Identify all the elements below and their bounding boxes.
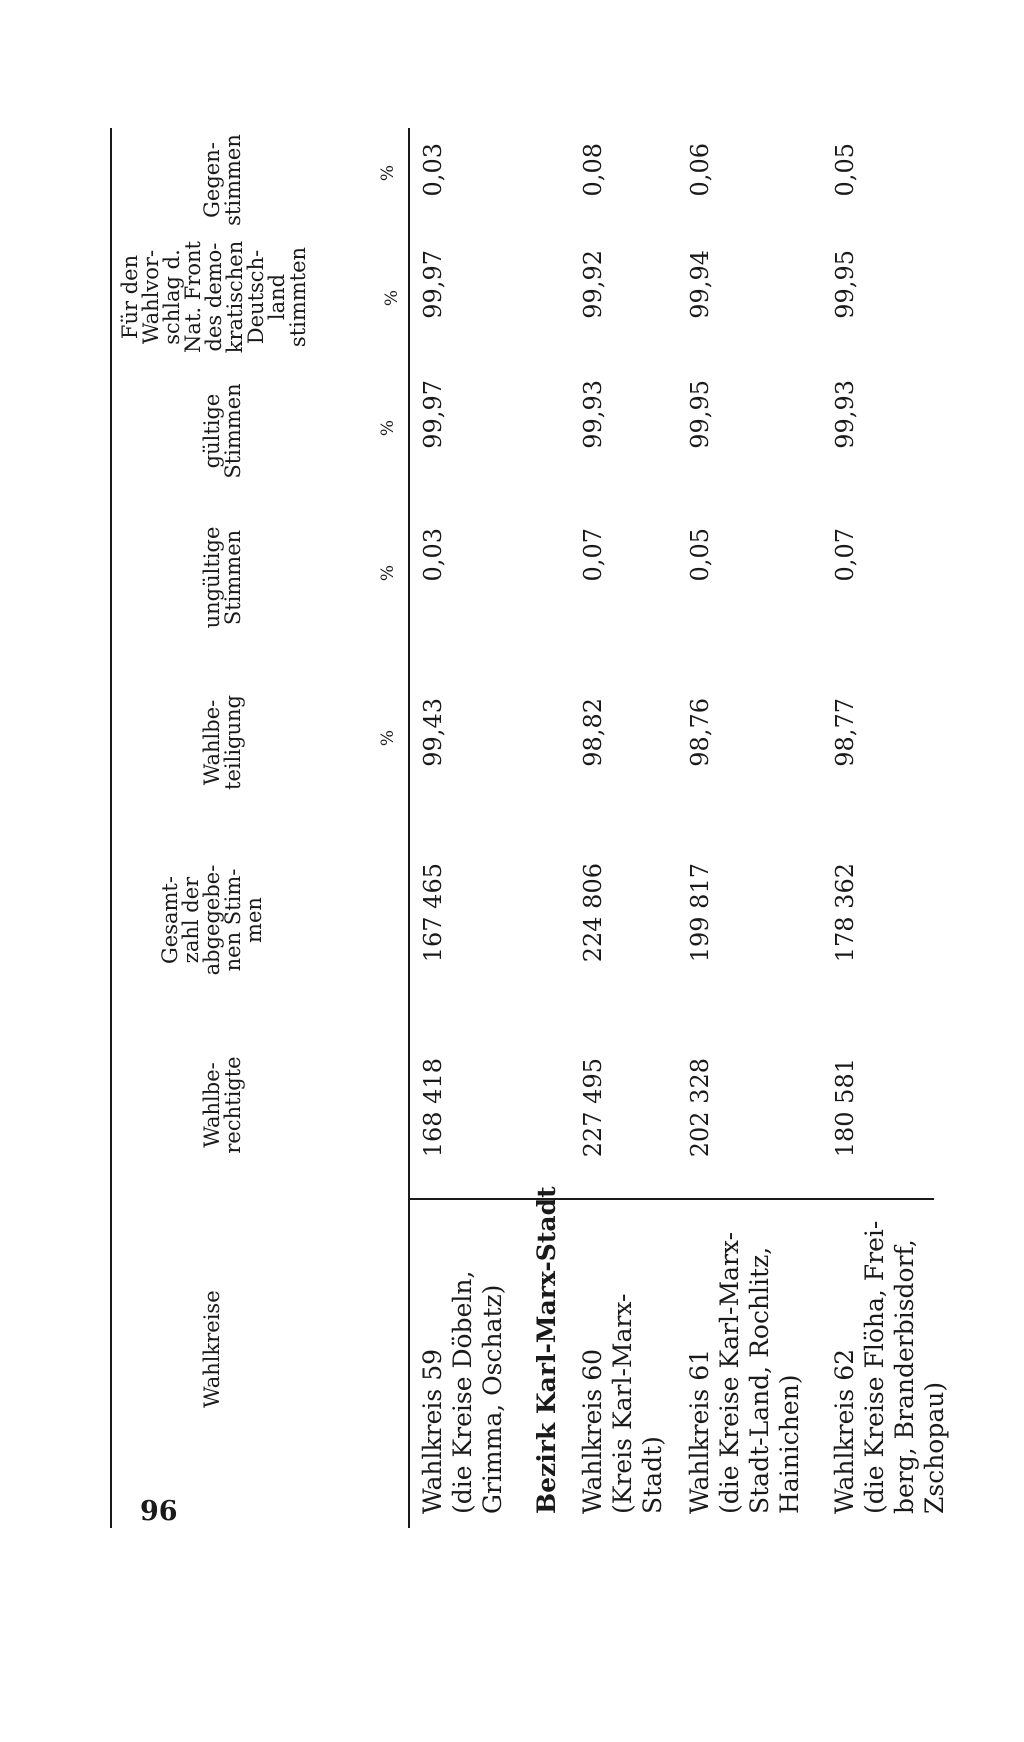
wahlkreis-description: Zschopau): [920, 1381, 949, 1514]
cell-gueltige: 99,97: [419, 380, 447, 449]
election-results-table: [110, 128, 949, 1528]
wahlkreis-name: Wahlkreis 61: [685, 1348, 714, 1514]
header-gueltige-stimmen: [202, 362, 244, 500]
cell-wahlbeteiligung: 98,76: [686, 698, 714, 767]
header-line: gültige: [200, 393, 224, 469]
cell-ungueltige: 0,05: [686, 528, 714, 582]
cell-gegenstimmen: 0,05: [831, 143, 859, 197]
header-line: stimmen: [221, 134, 245, 226]
header-line: des demo-: [202, 242, 226, 352]
header-line: stimmten: [286, 246, 310, 348]
wahlkreis-description: (die Kreise Döbeln,: [448, 1270, 477, 1514]
cell-fuer-vorschlag: 99,95: [831, 250, 859, 319]
header-line: teiligung: [221, 695, 245, 790]
header-line: men: [242, 897, 266, 943]
cell-gesamtzahl: 178 362: [831, 863, 859, 963]
cell-ungueltige: 0,07: [579, 528, 607, 582]
cell-fuer-vorschlag: 99,92: [579, 250, 607, 319]
cell-wahlbeteiligung: 98,77: [831, 698, 859, 767]
cell-fuer-vorschlag: 99,94: [686, 250, 714, 319]
row-label: [830, 1208, 950, 1514]
header-line: rechtigte: [221, 1056, 245, 1154]
cell-gegenstimmen: 0,06: [686, 143, 714, 197]
header-gesamtzahl: [160, 830, 265, 1010]
header-gegenstimmen: [202, 128, 244, 232]
header-bottom-rule: [408, 128, 410, 1528]
table-top-rule: [110, 128, 112, 1528]
cell-gueltige: 99,93: [831, 380, 859, 449]
cell-gegenstimmen: 0,03: [419, 143, 447, 197]
cell-gueltige: 99,95: [686, 380, 714, 449]
cell-gueltige: 99,93: [579, 380, 607, 449]
header-line: Deutsch-: [244, 249, 268, 345]
cell-wahlberechtigte: 180 581: [831, 1058, 859, 1158]
header-line: abgegebe-: [200, 864, 224, 976]
header-line: ungültige: [200, 526, 224, 629]
cell-gesamtzahl: 224 806: [579, 863, 607, 963]
row-label: [418, 1208, 508, 1514]
header-wahlberechtigte: [202, 1010, 244, 1200]
cell-wahlberechtigte: 227 495: [579, 1058, 607, 1158]
cell-wahlberechtigte: 168 418: [419, 1058, 447, 1158]
unit-ungueltige: %: [378, 564, 398, 582]
header-ungueltige-stimmen: [202, 500, 244, 655]
cell-gegenstimmen: 0,08: [579, 143, 607, 197]
cell-fuer-vorschlag: 99,97: [419, 250, 447, 319]
header-line: Stimmen: [221, 383, 245, 479]
header-line: Nat. Front: [181, 241, 205, 353]
header-line: Wahlkreise: [200, 1290, 224, 1408]
row-label: [578, 1208, 668, 1514]
wahlkreis-description: Hainichen): [775, 1374, 804, 1514]
wahlkreis-name: Wahlkreis 59: [418, 1348, 447, 1514]
cell-gesamtzahl: 167 465: [419, 863, 447, 963]
unit-wahlbeteiligung: %: [378, 729, 398, 747]
unit-gegenstimmen: %: [378, 164, 398, 182]
header-line: Wahlbe-: [200, 1062, 224, 1148]
wahlkreis-description: Stadt): [638, 1436, 667, 1514]
wahlkreis-description: (die Kreise Karl-Marx-: [715, 1231, 744, 1514]
header-line: schlag d.: [160, 249, 184, 345]
wahlkreis-description: Stadt-Land, Rochlitz,: [745, 1246, 774, 1514]
cell-wahlbeteiligung: 99,43: [419, 698, 447, 767]
header-line: Gesamt-: [158, 876, 182, 964]
cell-wahlbeteiligung: 98,82: [579, 698, 607, 767]
cell-wahlberechtigte: 202 328: [686, 1058, 714, 1158]
header-line: Wahlbe-: [200, 699, 224, 786]
header-line: land: [265, 273, 289, 321]
unit-fuer-vorschlag: %: [382, 289, 402, 307]
cell-gesamtzahl: 199 817: [686, 863, 714, 963]
wahlkreis-name: Wahlkreis 60: [578, 1348, 607, 1514]
wahlkreis-description: (Kreis Karl-Marx-: [608, 1293, 637, 1514]
page-number: 96: [140, 1496, 178, 1527]
section-heading-bezirk: Bezirk Karl-Marx-Stadt: [532, 1186, 561, 1514]
header-line: zahl der: [179, 876, 203, 964]
header-wahlbeteiligung: [202, 655, 244, 830]
header-line: Stimmen: [221, 529, 245, 626]
wahlkreis-description: berg, Branderbisdorf,: [890, 1239, 919, 1514]
header-line: nen Stim-: [221, 868, 245, 972]
header-line: Wahlvor-: [139, 249, 163, 345]
header-line: kratischen: [223, 240, 247, 354]
wahlkreis-description: Grimma, Oschatz): [478, 1284, 507, 1514]
unit-gueltige: %: [378, 419, 398, 437]
header-wahlkreise: [202, 1200, 223, 1528]
wahlkreis-name: Wahlkreis 62: [830, 1348, 859, 1514]
header-line: Gegen-: [200, 142, 224, 218]
cell-ungueltige: 0,03: [419, 528, 447, 582]
header-fuer-wahlvorschlag: [120, 232, 309, 362]
wahlkreis-description: (die Kreise Flöha, Frei-: [860, 1220, 889, 1514]
row-label: [685, 1208, 805, 1514]
header-line: Für den: [118, 254, 142, 340]
cell-ungueltige: 0,07: [831, 528, 859, 582]
